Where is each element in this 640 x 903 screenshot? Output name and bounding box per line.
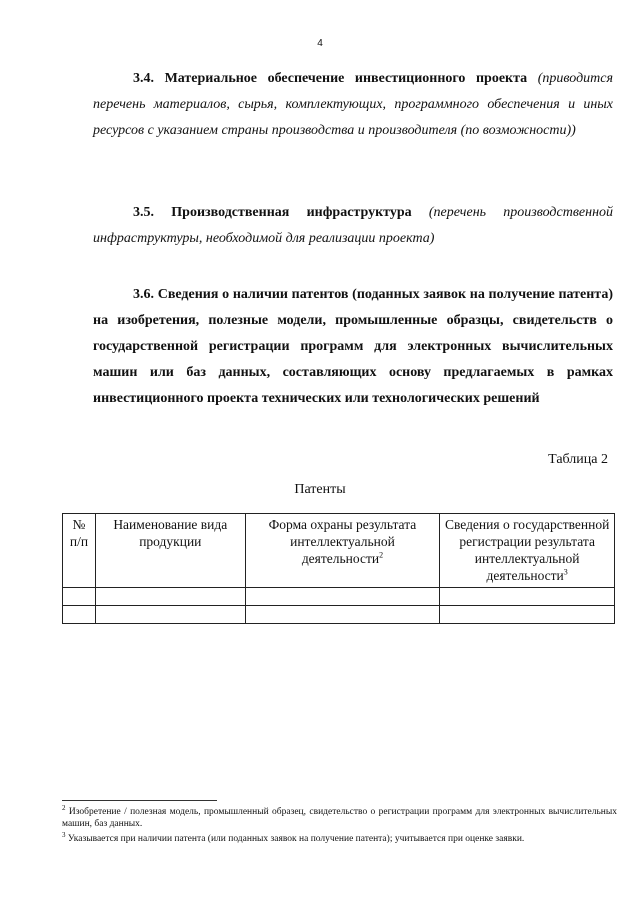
table-label: Таблица 2 — [548, 452, 608, 467]
section-3-4-title: Материальное обеспечение инвестиционного проекта — [164, 71, 528, 86]
footnote-ref-3: 3 — [563, 567, 568, 577]
table-cell[interactable] — [63, 588, 96, 606]
section-3-4-number: 3.4. — [133, 71, 154, 86]
table-cell[interactable] — [440, 588, 615, 606]
section-3-6-title: Сведения о наличии патентов (поданных заявок на получение патента) на изобретения, полезные модели, промышленные образцы, свидетельств о государственной регистрации программ для электронных вычислительных машин или баз данных, составляющих основу предлагаемых в рамках инвестиционного проекта технических или технологических решений — [93, 287, 614, 406]
section-3-6-number: 3.6. — [133, 287, 154, 302]
table-cell[interactable] — [245, 588, 440, 606]
section-3-4-note: (приводится перечень материалов, сырья, комплектующих, программного обеспечения и иных ресурсов с указанием страны производства и производителя (по возможности)) — [93, 71, 614, 138]
section-3-5 — [93, 200, 613, 252]
table-cell[interactable] — [95, 588, 245, 606]
table-cell[interactable] — [95, 606, 245, 624]
footnote-2: $^2$ Изобретение / полезная модель, промышленный образец, свидетельство о регистрации программ для электронных вычислительных машин, баз данных. — [62, 803, 617, 829]
header-registration-info: Сведения о государственной регистрации результата интеллектуальной деятельности$^3$ — [440, 514, 615, 588]
section-3-5-number: 3.5. — [133, 205, 154, 220]
table-row — [63, 606, 615, 624]
page-number: 4 — [317, 38, 323, 49]
patents-table — [62, 513, 615, 624]
header-product-type: Наименование вида продукции — [95, 514, 245, 588]
section-3-6 — [93, 282, 613, 412]
table-cell[interactable] — [63, 606, 96, 624]
table-header-row — [63, 514, 615, 588]
header-number: № п/п — [63, 514, 96, 588]
header-protection-form: Форма охраны результата интеллектуальной деятельности$^2$ — [245, 514, 440, 588]
table-cell[interactable] — [245, 606, 440, 624]
section-3-5-note: (перечень производственной инфраструктуры, необходимой для реализации проекта) — [93, 205, 614, 246]
footnote-3: $^3$ Указывается при наличии патента (или поданных заявок на получение патента); учитывается при оценке заявки. — [62, 830, 525, 844]
section-3-5-title: Производственная инфраструктура — [171, 205, 412, 220]
table-cell[interactable] — [440, 606, 615, 624]
section-3-4 — [93, 66, 613, 144]
table-caption: Патенты — [294, 482, 346, 497]
table-row — [63, 588, 615, 606]
footnote-separator — [62, 800, 217, 801]
footnote-ref-2: 2 — [379, 550, 384, 560]
